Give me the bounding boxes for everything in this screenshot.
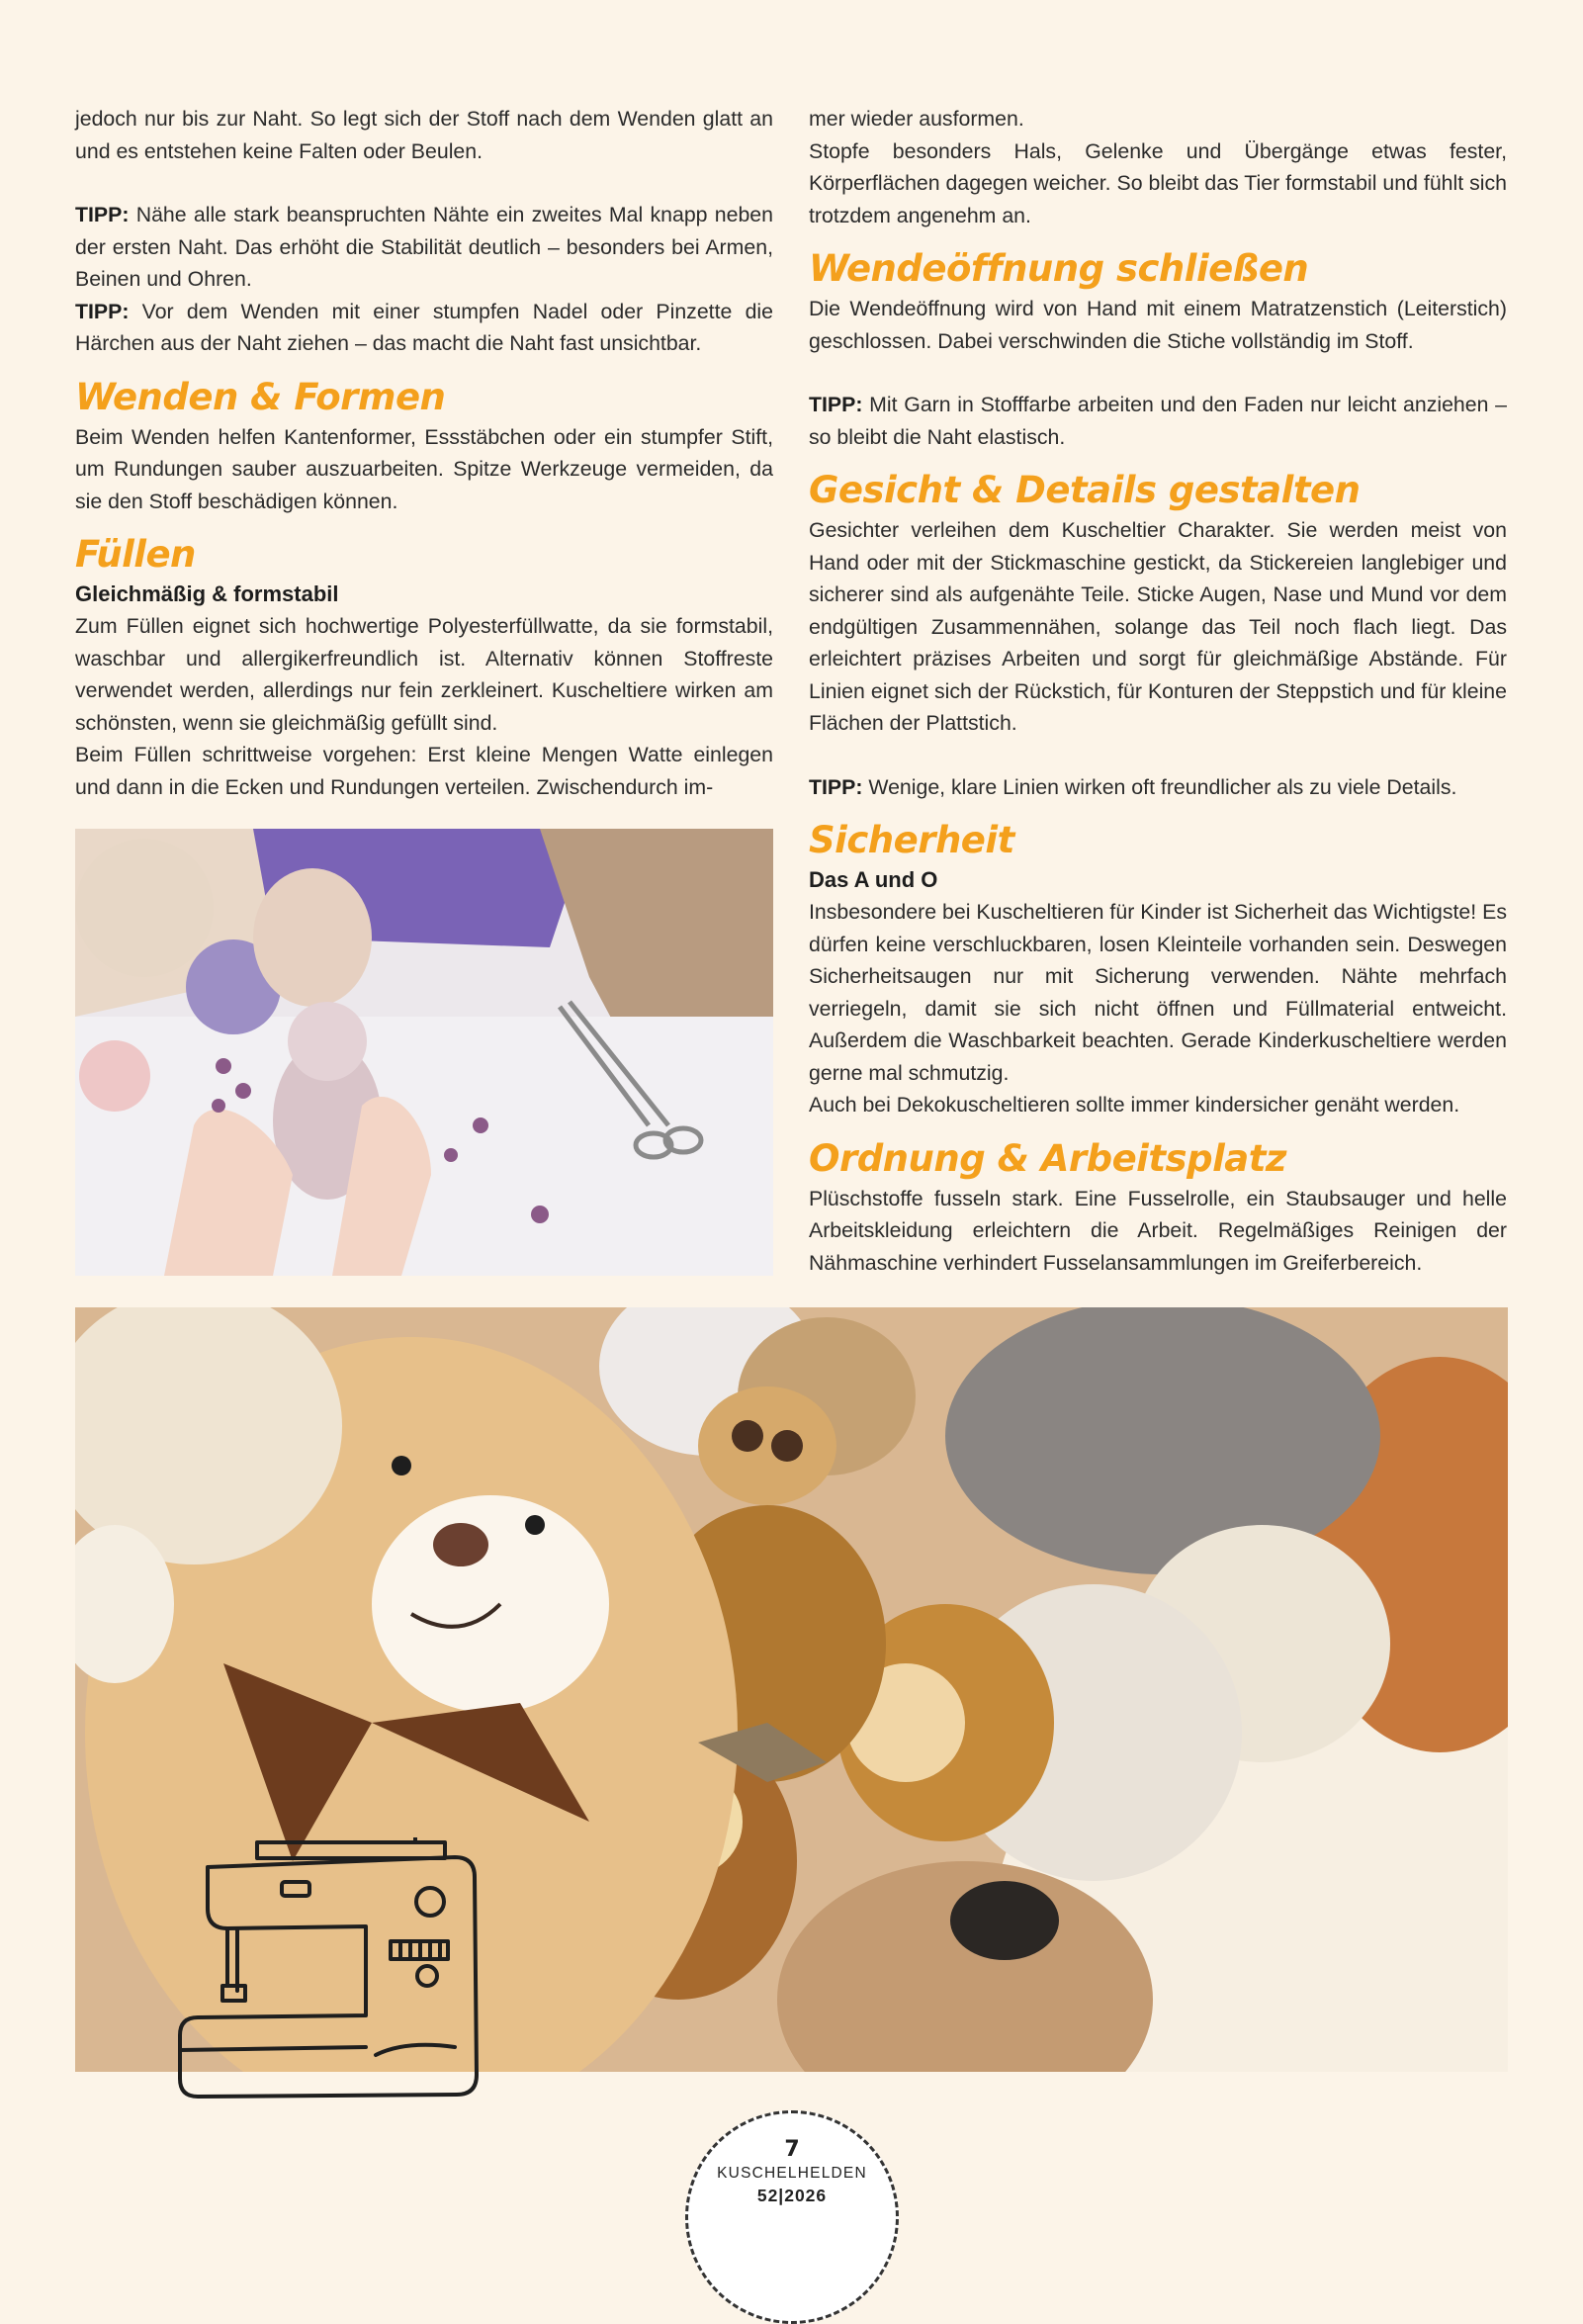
tip-paragraph xyxy=(75,199,773,296)
tip-label: TIPP: xyxy=(809,393,863,416)
section-heading-wendeoeffnung: Wendeöffnung schließen xyxy=(809,247,1309,290)
section-heading-gesicht: Gesicht & Details gestalten xyxy=(809,469,1361,511)
left-column xyxy=(75,103,773,803)
paragraph: Beim Füllen schrittweise vorgehen: Erst kleine Mengen Watte einlegen und dann in die Ecken und Rundungen verteilen. Zwischendurch im- xyxy=(75,743,773,799)
tip-text: Wenige, klare Linien wirken oft freundlicher als zu viele Details. xyxy=(868,774,1457,799)
tip-paragraph xyxy=(75,296,773,360)
paragraph: Insbesondere bei Kuscheltieren für Kinder ist Sicherheit das Wichtigste! Es dürfen keine verschluckbaren, losen Kleinteile vorhanden sein. Deswegen Sicherheitsaugen nur mit Sicherung verwenden. Nähte mehrfach verriegeln, damit sie sich nicht öffnen und Füllmaterial entweicht. Außerdem die Waschbarkeit beachten. Gerade Kinderkuscheltiere werden gerne mal schmutzig. xyxy=(809,900,1507,1085)
tip-text: Mit Garn in Stofffarbe arbeiten und den Faden nur leicht anziehen – so bleibt die Naht elastisch. xyxy=(809,393,1508,449)
paragraph: Gesichter verleihen dem Kuscheltier Charakter. Sie werden meist von Hand oder mit der Stickmaschine gestickt, da Stickereien langlebiger und sicherer sind als aufgenähte Teile. Sticke Augen, Nase und Mund vor dem endgültigen Zusammennähen, solange das Teil noch flach liegt. Das erleichtert präzises Arbeiten und sorgt für gleichmäßige Abstände. Für Linien eignet sich der Rückstich, für Konturen der Steppstich und für kleine Flächen der Plattstich. xyxy=(809,518,1507,735)
tip-text: Vor dem Wenden mit einer stumpfen Nadel oder Pinzette die Härchen aus der Naht ziehen – das macht die Naht fast unsichtbar. xyxy=(75,299,774,355)
section-heading-fuellen: Füllen xyxy=(75,533,196,576)
page-number: 7 xyxy=(784,2137,800,2162)
sewing-photo xyxy=(75,829,773,1276)
paragraph: mer wieder ausformen. xyxy=(809,107,1024,131)
section-heading-sicherheit: Sicherheit xyxy=(809,819,1014,861)
paragraph: Die Wendeöffnung wird von Hand mit einem Matratzenstich (Leiterstich) geschlossen. Dabei verschwinden die Stiche vollständig im Stoff. xyxy=(809,297,1507,353)
issue-number: 52|2026 xyxy=(756,2186,828,2205)
tip-label: TIPP: xyxy=(809,774,863,799)
sewing-machine-icon xyxy=(168,1837,484,2114)
tip-paragraph xyxy=(809,771,1507,804)
paragraph: jedoch nur bis zur Naht. So legt sich der Stoff nach dem Wenden glatt an und es entstehen keine Falten oder Beulen. xyxy=(75,107,773,163)
paragraph: Zum Füllen eignet sich hochwertige Polyesterfüllwatte, da sie formstabil, waschbar und allergikerfreundlich ist. Alternativ können Stoffreste verwendet werden, allerdings nur fein zerkleinert. Kuscheltiere wirken am schönsten, wenn sie gleichmäßig gefüllt sind. xyxy=(75,614,773,735)
paragraph: Beim Wenden helfen Kantenformer, Essstäbchen oder ein stumpfer Stift, um Rundungen sauber auszuarbeiten. Spitze Werkzeuge vermeiden, da sie den Stoff beschädigen können. xyxy=(75,424,773,513)
section-heading-wenden: Wenden & Formen xyxy=(75,375,446,418)
tip-label: TIPP: xyxy=(75,203,130,226)
paragraph: Plüschstoffe fusseln stark. Eine Fusselrolle, ein Staubsauger und helle Arbeitskleidung erleichtern die Arbeit. Regelmäßiges Reinigen der Nähmaschine verhindert Fusselansammlungen im Greiferbereich. xyxy=(809,1186,1507,1275)
subheading-fuellen: Gleichmäßig & formstabil xyxy=(75,581,339,606)
page-badge xyxy=(685,2110,899,2324)
subheading-sicherheit: Das A und O xyxy=(809,867,938,892)
sewing-photo-illustration xyxy=(75,829,773,1276)
tip-text: Nähe alle stark beanspruchten Nähte ein zweites Mal knapp neben der ersten Naht. Das erhöht die Stabilität deutlich – besonders bei Armen, Beinen und Ohren. xyxy=(75,203,773,291)
paragraph: Stopfe besonders Hals, Gelenke und Übergänge etwas fester, Körperflächen dagegen weicher. So bleibt das Tier formstabil und fühlt sich trotzdem angenehm an. xyxy=(809,138,1507,227)
paragraph: Auch bei Dekokuscheltieren sollte immer kindersicher genäht werden. xyxy=(809,1093,1460,1117)
right-column xyxy=(809,103,1507,1279)
tip-label: TIPP: xyxy=(75,299,130,323)
magazine-name: KUSCHELHELDEN xyxy=(717,2165,867,2182)
section-heading-ordnung: Ordnung & Arbeitsplatz xyxy=(809,1136,1286,1180)
tip-paragraph xyxy=(809,389,1507,453)
